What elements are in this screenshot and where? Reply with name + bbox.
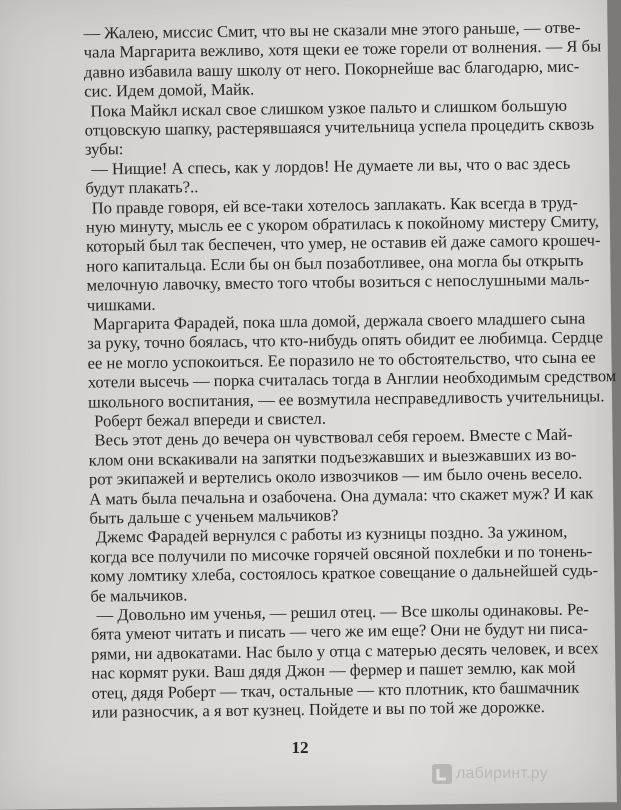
- watermark-text: лабиринт.ру: [456, 765, 548, 782]
- text-line: ее не могло успокоиться. Ее поразило не то обстоятельство, что сына ее: [87, 347, 596, 373]
- text-line: Джемс Фарадей вернулся с работы из кузницы поздно. За ужином,: [95, 522, 568, 547]
- text-line: сис. Идем домой, Майк.: [84, 79, 255, 101]
- watermark: [432, 762, 582, 786]
- text-line: Роберт бежал впереди и свистел.: [94, 408, 327, 431]
- text-line: рями, ни адвокатами. Нас было у отца с матерью десять человек, и всех: [90, 638, 599, 664]
- text-line: быть дальше с ученьем мальчиков?: [89, 505, 339, 528]
- text-line: школьного воспитания, — ее возмутила несправедливость учительницы.: [87, 385, 605, 412]
- text-line: будут плакать?..: [85, 177, 199, 198]
- text-line: рот экипажей и вертелись около извозчиков — им было очень весело.: [88, 463, 583, 489]
- text-line: Весь этот день до вечера он чувствовал себя героем. Вместе с Май-: [94, 425, 573, 450]
- text-line: Маргарита Фарадей, пока шла домой, держала своего младшего сына: [92, 308, 586, 334]
- text-line: давно избавила вашу школу от него. Покорнейше вас благодарю, мис-: [83, 56, 580, 82]
- text-line: ного капитальца. Если бы он был позаботливее, она могла бы открыть: [86, 250, 584, 276]
- text-line: кому ломтику хлеба, состоялось краткое совещание о дальнейшей судь-: [90, 560, 599, 586]
- text-line: — Жалею, миссис Смит, что вы не сказали мне этого раньше, — отве-: [83, 17, 581, 43]
- text-line: мелочную лавочку, вместо того чтобы возиться с непослушными маль-: [86, 269, 590, 295]
- page-number: 12: [291, 738, 309, 757]
- text-line: хотели высечь — порка считалась тогда в Англии необходимым средством: [87, 366, 617, 392]
- labirint-logo-icon: [432, 764, 452, 784]
- text-line: который был так беспечен, что умер, не оставив ей даже самого крошеч-: [85, 230, 601, 257]
- text-line: ную минуту, мысль ее с укором обратилась к покойному мистеру Смиту,: [85, 211, 599, 237]
- text-line: за руку, точно боялась, что кто-нибудь опять обидит ее любимца. Сердце: [87, 327, 604, 354]
- text-line: бята умеют читать и писать — чего же им еще? Они не будут ни писа-: [90, 618, 589, 644]
- text-line: зубы:: [84, 139, 124, 160]
- text-line: отец, дядя Роберт — ткач, остальные — кто плотник, кто башмачник: [91, 677, 580, 703]
- text-line: когда все получили по мисочке горячей овсяной похлебки и по тонень-: [89, 541, 593, 567]
- text-line: отцовскую шапку, растерявшаяся учительница успела процедить сквозь: [84, 114, 595, 140]
- text-line: чала Маргарита вежливо, хотя щеки ее тоже горели от волнения. — Я бы: [83, 36, 602, 63]
- text-line: А мать была печальна и озабочена. Она думала: что скажет муж? И как: [89, 483, 594, 509]
- text-line: бе мальчиков.: [90, 585, 188, 606]
- text-line: Пока Майкл искал свое слишком узкое пальто и слишком большую: [90, 95, 568, 121]
- text-line: — Довольно им ученья, — решил отец. — Все школы одинаковы. Ре-: [96, 599, 589, 625]
- text-line: чишками.: [86, 294, 156, 315]
- text-line: клом они вскакивали на запятки подъезжавших и выезжавших из во-: [88, 444, 577, 470]
- text-line: нас кормят руки. Ваш дядя Джон — фермер и пашет землю, как мой: [91, 657, 576, 683]
- text-line: или разносчик, а я вот кузнец. Пойдете и вы по той же дорожке.: [91, 697, 545, 722]
- text-line: — Нищие! А спесь, как у лордов! Не думаете ли вы, что о вас здесь: [91, 153, 571, 179]
- text-line: По правде говоря, ей все-таки хотелось заплакать. Как всегда в труд-: [91, 192, 578, 218]
